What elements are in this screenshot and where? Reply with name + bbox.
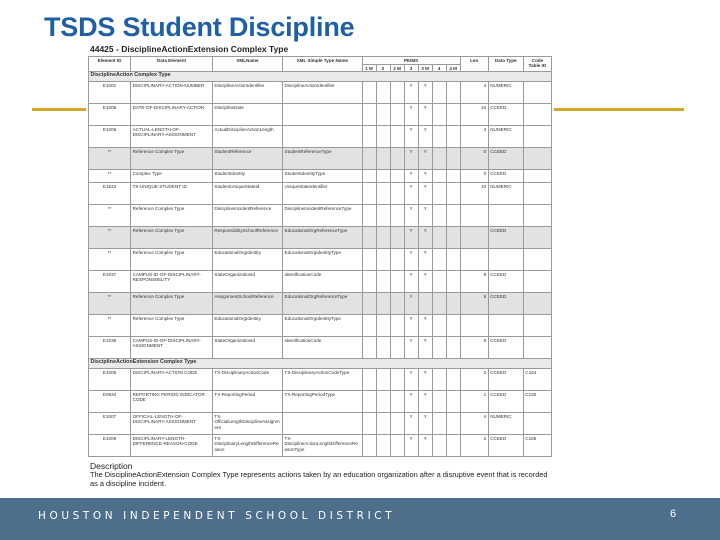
cell-pcims-flag bbox=[446, 205, 460, 227]
cell-code-table bbox=[523, 271, 551, 293]
section-row bbox=[89, 72, 552, 82]
cell-pcims-flag bbox=[446, 227, 460, 249]
gold-divider-right bbox=[552, 108, 684, 111]
cell-pcims-flag bbox=[446, 170, 460, 183]
cell-pcims-flag bbox=[376, 82, 390, 104]
cell-len: 4 bbox=[460, 413, 488, 435]
cell-pcims-flag bbox=[432, 183, 446, 205]
cell-xml-name: AssignmentSchoolReference bbox=[212, 293, 282, 315]
cell-len: 4 bbox=[460, 126, 488, 148]
slide-title: TSDS Student Discipline bbox=[44, 12, 355, 42]
cell-len bbox=[460, 205, 488, 227]
cell-pcims-flag bbox=[432, 337, 446, 359]
cell-pcims-flag bbox=[390, 170, 404, 183]
cell-data-type: NUMERIC bbox=[488, 82, 523, 104]
cell-code-table bbox=[523, 337, 551, 359]
cell-pcims-flag: Y bbox=[404, 337, 418, 359]
cell-code-table bbox=[523, 104, 551, 126]
cell-code-table bbox=[523, 148, 551, 170]
cell-pcims-flag bbox=[432, 126, 446, 148]
table-row bbox=[89, 205, 552, 227]
cell-pcims-flag bbox=[362, 205, 376, 227]
cell-pcims-flag bbox=[446, 249, 460, 271]
cell-data-type: CCEED bbox=[488, 227, 523, 249]
cell-pcims-flag bbox=[390, 413, 404, 435]
cell-xml-type bbox=[283, 413, 362, 435]
cell-pcims-flag: Y bbox=[418, 435, 432, 457]
table-row bbox=[89, 435, 552, 457]
cell-pcims-flag: Y bbox=[418, 205, 432, 227]
table-row bbox=[89, 249, 552, 271]
cell-pcims-flag bbox=[376, 227, 390, 249]
cell-xml-name: TX-OfficialLengthDisciplineAssignment bbox=[212, 413, 282, 435]
cell-pcims-flag bbox=[376, 315, 390, 337]
spec-table bbox=[88, 56, 552, 457]
cell-pcims-flag: Y bbox=[418, 126, 432, 148]
col-pcims-sub: 3 M bbox=[418, 65, 432, 72]
col-xml-name: XMLName bbox=[212, 57, 282, 72]
cell-len: 9 bbox=[460, 271, 488, 293]
cell-element-id: ** bbox=[89, 315, 131, 337]
cell-pcims-flag bbox=[376, 104, 390, 126]
cell-element-id: E1007 bbox=[89, 413, 131, 435]
col-pcims-sub: 3 bbox=[404, 65, 418, 72]
cell-pcims-flag bbox=[432, 205, 446, 227]
cell-data-type bbox=[488, 315, 523, 337]
cell-data-type: CCEED bbox=[488, 293, 523, 315]
description-title: Description bbox=[90, 461, 133, 472]
cell-pcims-flag bbox=[362, 293, 376, 315]
col-pcims-sub: 4 M bbox=[446, 65, 460, 72]
cell-data-element: Reference Complex Type bbox=[131, 293, 213, 315]
cell-pcims-flag bbox=[446, 183, 460, 205]
col-pcims: PEIMS bbox=[362, 57, 460, 65]
cell-xml-type: StudentIdentityType bbox=[283, 170, 362, 183]
cell-code-table: C164 bbox=[523, 369, 551, 391]
cell-pcims-flag bbox=[362, 369, 376, 391]
cell-pcims-flag: Y bbox=[404, 271, 418, 293]
cell-data-type: CCEED bbox=[488, 104, 523, 126]
cell-data-type: NUMERIC bbox=[488, 126, 523, 148]
table-row bbox=[89, 227, 552, 249]
cell-pcims-flag bbox=[446, 82, 460, 104]
cell-pcims-flag bbox=[376, 293, 390, 315]
cell-pcims-flag bbox=[446, 391, 460, 413]
cell-pcims-flag bbox=[446, 104, 460, 126]
cell-data-element: Reference Complex Type bbox=[131, 249, 213, 271]
section-row bbox=[89, 359, 552, 369]
cell-pcims-flag bbox=[432, 293, 446, 315]
cell-pcims-flag: Y bbox=[404, 369, 418, 391]
spec-document bbox=[86, 44, 554, 500]
cell-pcims-flag bbox=[390, 391, 404, 413]
cell-pcims-flag: Y bbox=[418, 271, 432, 293]
col-data-type: Data Type bbox=[488, 57, 523, 72]
cell-element-id: E0934 bbox=[89, 391, 131, 413]
cell-xml-name: TX-ReportingPeriod bbox=[212, 391, 282, 413]
cell-xml-name: EducationalOrgIdentity bbox=[212, 315, 282, 337]
cell-data-element: CAMPUS-ID-OF-DISCIPLINARY-ASSIGNMENT bbox=[131, 337, 213, 359]
cell-element-id: ** bbox=[89, 205, 131, 227]
cell-pcims-flag bbox=[362, 413, 376, 435]
cell-pcims-flag: Y bbox=[418, 183, 432, 205]
cell-pcims-flag bbox=[432, 249, 446, 271]
cell-pcims-flag bbox=[376, 183, 390, 205]
cell-xml-type: TX-DisciplineActionLengthDifferenceReasonType bbox=[283, 435, 362, 457]
cell-data-element: Complex Type bbox=[131, 170, 213, 183]
cell-pcims-flag bbox=[390, 315, 404, 337]
cell-pcims-flag: Y bbox=[404, 249, 418, 271]
cell-pcims-flag: Y bbox=[404, 205, 418, 227]
cell-len: 10 bbox=[460, 183, 488, 205]
cell-data-type: CCEED bbox=[488, 435, 523, 457]
cell-len: 0 bbox=[460, 170, 488, 183]
table-row bbox=[89, 104, 552, 126]
cell-pcims-flag bbox=[390, 337, 404, 359]
cell-code-table bbox=[523, 315, 551, 337]
cell-element-id: ** bbox=[89, 227, 131, 249]
col-element-id: Element ID bbox=[89, 57, 131, 72]
cell-xml-name: StateOrganizationId bbox=[212, 337, 282, 359]
table-row bbox=[89, 271, 552, 293]
table-row bbox=[89, 337, 552, 359]
cell-xml-name: TX-DisciplinaryActionCode bbox=[212, 369, 282, 391]
cell-xml-type: UniqueStateIdentifier bbox=[283, 183, 362, 205]
footer-band bbox=[0, 498, 720, 540]
cell-xml-name: EducationalOrgIdentity bbox=[212, 249, 282, 271]
cell-pcims-flag: Y bbox=[418, 315, 432, 337]
cell-element-id: E1001 bbox=[89, 82, 131, 104]
cell-data-element: OFFICIAL-LENGTH-OF-DISCIPLINARY-ASSIGNMENT bbox=[131, 413, 213, 435]
cell-pcims-flag bbox=[432, 227, 446, 249]
cell-xml-name: StudentUniqueStateId bbox=[212, 183, 282, 205]
cell-xml-name: DisciplineIncidentReference bbox=[212, 205, 282, 227]
gold-divider-left bbox=[32, 108, 86, 111]
cell-xml-type: StudentReferenceType bbox=[283, 148, 362, 170]
cell-pcims-flag bbox=[376, 391, 390, 413]
cell-pcims-flag bbox=[432, 435, 446, 457]
cell-code-table bbox=[523, 82, 551, 104]
cell-pcims-flag bbox=[362, 183, 376, 205]
cell-code-table bbox=[523, 293, 551, 315]
cell-xml-type: DisciplineIncidentReferenceType bbox=[283, 205, 362, 227]
cell-len bbox=[460, 315, 488, 337]
cell-xml-name: DisciplineDate bbox=[212, 104, 282, 126]
cell-element-id: E1005 bbox=[89, 104, 131, 126]
col-len: Len bbox=[460, 57, 488, 72]
cell-data-element: CAMPUS-ID-OF-DISCIPLINARY-RESPONSIBILITY bbox=[131, 271, 213, 293]
cell-element-id: E1036 bbox=[89, 337, 131, 359]
cell-pcims-flag: Y bbox=[418, 104, 432, 126]
cell-pcims-flag bbox=[390, 148, 404, 170]
cell-pcims-flag bbox=[376, 249, 390, 271]
cell-len bbox=[460, 249, 488, 271]
cell-pcims-flag bbox=[390, 205, 404, 227]
cell-pcims-flag: Y bbox=[418, 337, 432, 359]
cell-code-table bbox=[523, 413, 551, 435]
cell-len: 4 bbox=[460, 82, 488, 104]
cell-pcims-flag bbox=[390, 249, 404, 271]
cell-element-id: ** bbox=[89, 148, 131, 170]
cell-xml-name: StudentIdentity bbox=[212, 170, 282, 183]
col-data-element: Data Element bbox=[131, 57, 213, 72]
cell-pcims-flag: Y bbox=[418, 369, 432, 391]
cell-pcims-flag bbox=[432, 413, 446, 435]
cell-len: 0 bbox=[460, 148, 488, 170]
cell-data-element: Reference Complex Type bbox=[131, 205, 213, 227]
cell-xml-name: ResponsibilitySchoolReference bbox=[212, 227, 282, 249]
cell-data-element: DISCIPLINARY-ACTION CODE bbox=[131, 369, 213, 391]
cell-pcims-flag bbox=[432, 104, 446, 126]
cell-code-table: C165 bbox=[523, 435, 551, 457]
cell-pcims-flag bbox=[446, 369, 460, 391]
cell-data-type: NUMERIC bbox=[488, 183, 523, 205]
cell-pcims-flag bbox=[362, 249, 376, 271]
table-row bbox=[89, 148, 552, 170]
cell-element-id: ** bbox=[89, 249, 131, 271]
cell-code-table: C130 bbox=[523, 391, 551, 413]
cell-data-type bbox=[488, 205, 523, 227]
cell-code-table bbox=[523, 126, 551, 148]
cell-pcims-flag bbox=[390, 369, 404, 391]
col-pcims-sub: 4 bbox=[432, 65, 446, 72]
cell-pcims-flag bbox=[362, 148, 376, 170]
cell-element-id: E1037 bbox=[89, 271, 131, 293]
cell-data-type bbox=[488, 249, 523, 271]
cell-pcims-flag bbox=[432, 82, 446, 104]
cell-element-id: E1006 bbox=[89, 126, 131, 148]
table-row bbox=[89, 183, 552, 205]
cell-len bbox=[460, 227, 488, 249]
cell-pcims-flag bbox=[432, 148, 446, 170]
cell-data-type: NUMERIC bbox=[488, 413, 523, 435]
cell-xml-type bbox=[283, 104, 362, 126]
document-heading: 44425 - DisciplineActionExtension Complex Type bbox=[90, 44, 289, 54]
cell-code-table bbox=[523, 183, 551, 205]
cell-pcims-flag bbox=[390, 227, 404, 249]
cell-pcims-flag bbox=[362, 82, 376, 104]
cell-pcims-flag bbox=[390, 104, 404, 126]
cell-pcims-flag bbox=[376, 337, 390, 359]
cell-pcims-flag bbox=[376, 435, 390, 457]
cell-pcims-flag: Y bbox=[404, 82, 418, 104]
cell-pcims-flag bbox=[446, 435, 460, 457]
cell-pcims-flag: Y bbox=[418, 148, 432, 170]
cell-xml-name: DisciplineActionIdentifier bbox=[212, 82, 282, 104]
cell-pcims-flag bbox=[362, 227, 376, 249]
table-row bbox=[89, 391, 552, 413]
cell-element-id: E1005 bbox=[89, 369, 131, 391]
cell-pcims-flag bbox=[432, 315, 446, 337]
cell-pcims-flag bbox=[390, 435, 404, 457]
cell-pcims-flag: Y bbox=[418, 413, 432, 435]
cell-code-table bbox=[523, 205, 551, 227]
section-label: DisciplineActionExtension Complex Type bbox=[89, 359, 552, 369]
cell-pcims-flag: Y bbox=[404, 413, 418, 435]
cell-pcims-flag bbox=[446, 148, 460, 170]
cell-pcims-flag: Y bbox=[404, 435, 418, 457]
col-xml-simple-type: XML Simple Type Name bbox=[283, 57, 362, 72]
cell-xml-type: TX-ReportingPeriodType bbox=[283, 391, 362, 413]
cell-pcims-flag bbox=[376, 413, 390, 435]
cell-xml-type: EducationalOrgReferenceType bbox=[283, 293, 362, 315]
cell-xml-name: ActualDisciplineActionLength bbox=[212, 126, 282, 148]
cell-data-type: CCEED bbox=[488, 170, 523, 183]
table-row bbox=[89, 170, 552, 183]
cell-pcims-flag bbox=[362, 170, 376, 183]
cell-xml-type: IdentificationCode bbox=[283, 271, 362, 293]
cell-len: 1 bbox=[460, 391, 488, 413]
description-text: The DisciplineActionExtension Complex Type represents actions taken by an education organization after a disruptive event that is recorded as a discipline incident. bbox=[90, 470, 548, 488]
table-row bbox=[89, 315, 552, 337]
cell-pcims-flag bbox=[362, 391, 376, 413]
cell-len: 9 bbox=[460, 337, 488, 359]
cell-pcims-flag: Y bbox=[418, 82, 432, 104]
cell-xml-type: IdentificationCode bbox=[283, 337, 362, 359]
cell-element-id: ** bbox=[89, 293, 131, 315]
cell-pcims-flag: Y bbox=[404, 148, 418, 170]
table-row bbox=[89, 293, 552, 315]
cell-data-element: DATE-OF-DISCIPLINARY-ACTION bbox=[131, 104, 213, 126]
district-name: HOUSTON INDEPENDENT SCHOOL DISTRICT bbox=[38, 510, 396, 522]
cell-pcims-flag: Y bbox=[404, 315, 418, 337]
cell-pcims-flag bbox=[390, 82, 404, 104]
cell-code-table bbox=[523, 227, 551, 249]
cell-pcims-flag bbox=[390, 183, 404, 205]
cell-len: 5 bbox=[460, 293, 488, 315]
cell-pcims-flag: Y bbox=[404, 391, 418, 413]
cell-pcims-flag: Y bbox=[404, 227, 418, 249]
cell-data-element: TX-UNIQUE-STUDENT ID bbox=[131, 183, 213, 205]
table-row bbox=[89, 369, 552, 391]
cell-pcims-flag bbox=[432, 391, 446, 413]
cell-pcims-flag bbox=[376, 205, 390, 227]
cell-pcims-flag bbox=[446, 413, 460, 435]
cell-pcims-flag bbox=[376, 148, 390, 170]
section-label: DisciplineAction Complex Type bbox=[89, 72, 552, 82]
cell-pcims-flag: Y bbox=[418, 249, 432, 271]
cell-pcims-flag bbox=[446, 293, 460, 315]
cell-xml-name: TX-DisciplinaryLengthDifferenceReason bbox=[212, 435, 282, 457]
cell-data-type: CCEED bbox=[488, 337, 523, 359]
cell-xml-type: DisciplineActionIdentifier bbox=[283, 82, 362, 104]
col-pcims-sub: 2 M bbox=[390, 65, 404, 72]
page-number: 6 bbox=[670, 508, 677, 520]
spec-table-body bbox=[89, 72, 552, 457]
cell-data-element: DISCIPLINARY-LENGTH-DIFFERENCE-REASON-CODE bbox=[131, 435, 213, 457]
cell-pcims-flag bbox=[446, 337, 460, 359]
cell-pcims-flag bbox=[376, 126, 390, 148]
cell-pcims-flag: Y bbox=[404, 126, 418, 148]
cell-pcims-flag bbox=[390, 126, 404, 148]
cell-xml-type: EducationalOrgReferenceType bbox=[283, 227, 362, 249]
cell-pcims-flag bbox=[446, 271, 460, 293]
cell-pcims-flag bbox=[390, 293, 404, 315]
col-pcims-sub: 2 bbox=[376, 65, 390, 72]
cell-xml-type: EducationalOrgIdentityType bbox=[283, 249, 362, 271]
table-row bbox=[89, 82, 552, 104]
cell-pcims-flag bbox=[446, 315, 460, 337]
cell-data-element: Reference Complex Type bbox=[131, 227, 213, 249]
cell-pcims-flag: Y bbox=[418, 170, 432, 183]
cell-pcims-flag bbox=[390, 271, 404, 293]
cell-xml-type: EducationalOrgIdentityType bbox=[283, 315, 362, 337]
cell-pcims-flag: Y bbox=[404, 293, 418, 315]
cell-pcims-flag: Y bbox=[404, 183, 418, 205]
cell-xml-type: TX-DisciplinaryActionCodeType bbox=[283, 369, 362, 391]
cell-data-element: REPORTING PERIOD INDICATOR CODE bbox=[131, 391, 213, 413]
cell-code-table bbox=[523, 170, 551, 183]
cell-data-type: CCEED bbox=[488, 271, 523, 293]
cell-pcims-flag bbox=[362, 126, 376, 148]
cell-pcims-flag: Y bbox=[418, 227, 432, 249]
cell-element-id: E1009 bbox=[89, 435, 131, 457]
cell-xml-name: StudentReference bbox=[212, 148, 282, 170]
table-row bbox=[89, 126, 552, 148]
table-row bbox=[89, 413, 552, 435]
cell-pcims-flag bbox=[376, 271, 390, 293]
cell-pcims-flag: Y bbox=[404, 170, 418, 183]
cell-len: 10 bbox=[460, 104, 488, 126]
col-pcims-sub: 1 M bbox=[362, 65, 376, 72]
cell-data-element: Reference Complex Type bbox=[131, 315, 213, 337]
cell-pcims-flag bbox=[418, 293, 432, 315]
cell-data-element: DISCIPLINARY-ACTION-NUMBER bbox=[131, 82, 213, 104]
cell-len: 2 bbox=[460, 369, 488, 391]
cell-xml-type bbox=[283, 126, 362, 148]
cell-data-element: Reference Complex Type bbox=[131, 148, 213, 170]
cell-pcims-flag bbox=[362, 315, 376, 337]
cell-pcims-flag bbox=[432, 170, 446, 183]
cell-code-table bbox=[523, 249, 551, 271]
cell-pcims-flag bbox=[376, 170, 390, 183]
cell-pcims-flag bbox=[362, 104, 376, 126]
cell-pcims-flag bbox=[362, 337, 376, 359]
cell-pcims-flag: Y bbox=[404, 104, 418, 126]
cell-data-type: CCEED bbox=[488, 369, 523, 391]
cell-data-element: ACTUAL-LENGTH-OF-DISCIPLINARY-ASSIGNMENT bbox=[131, 126, 213, 148]
cell-element-id: ** bbox=[89, 170, 131, 183]
cell-data-type: CCEED bbox=[488, 148, 523, 170]
cell-xml-name: StateOrganizationId bbox=[212, 271, 282, 293]
cell-pcims-flag bbox=[362, 435, 376, 457]
cell-element-id: E1523 bbox=[89, 183, 131, 205]
cell-data-type: CCEED bbox=[488, 391, 523, 413]
cell-pcims-flag bbox=[432, 271, 446, 293]
cell-pcims-flag bbox=[376, 369, 390, 391]
cell-pcims-flag: Y bbox=[418, 391, 432, 413]
cell-pcims-flag bbox=[446, 126, 460, 148]
col-code-table-id: Code Table ID bbox=[523, 57, 551, 72]
cell-pcims-flag bbox=[362, 271, 376, 293]
cell-pcims-flag bbox=[432, 369, 446, 391]
cell-len: 2 bbox=[460, 435, 488, 457]
